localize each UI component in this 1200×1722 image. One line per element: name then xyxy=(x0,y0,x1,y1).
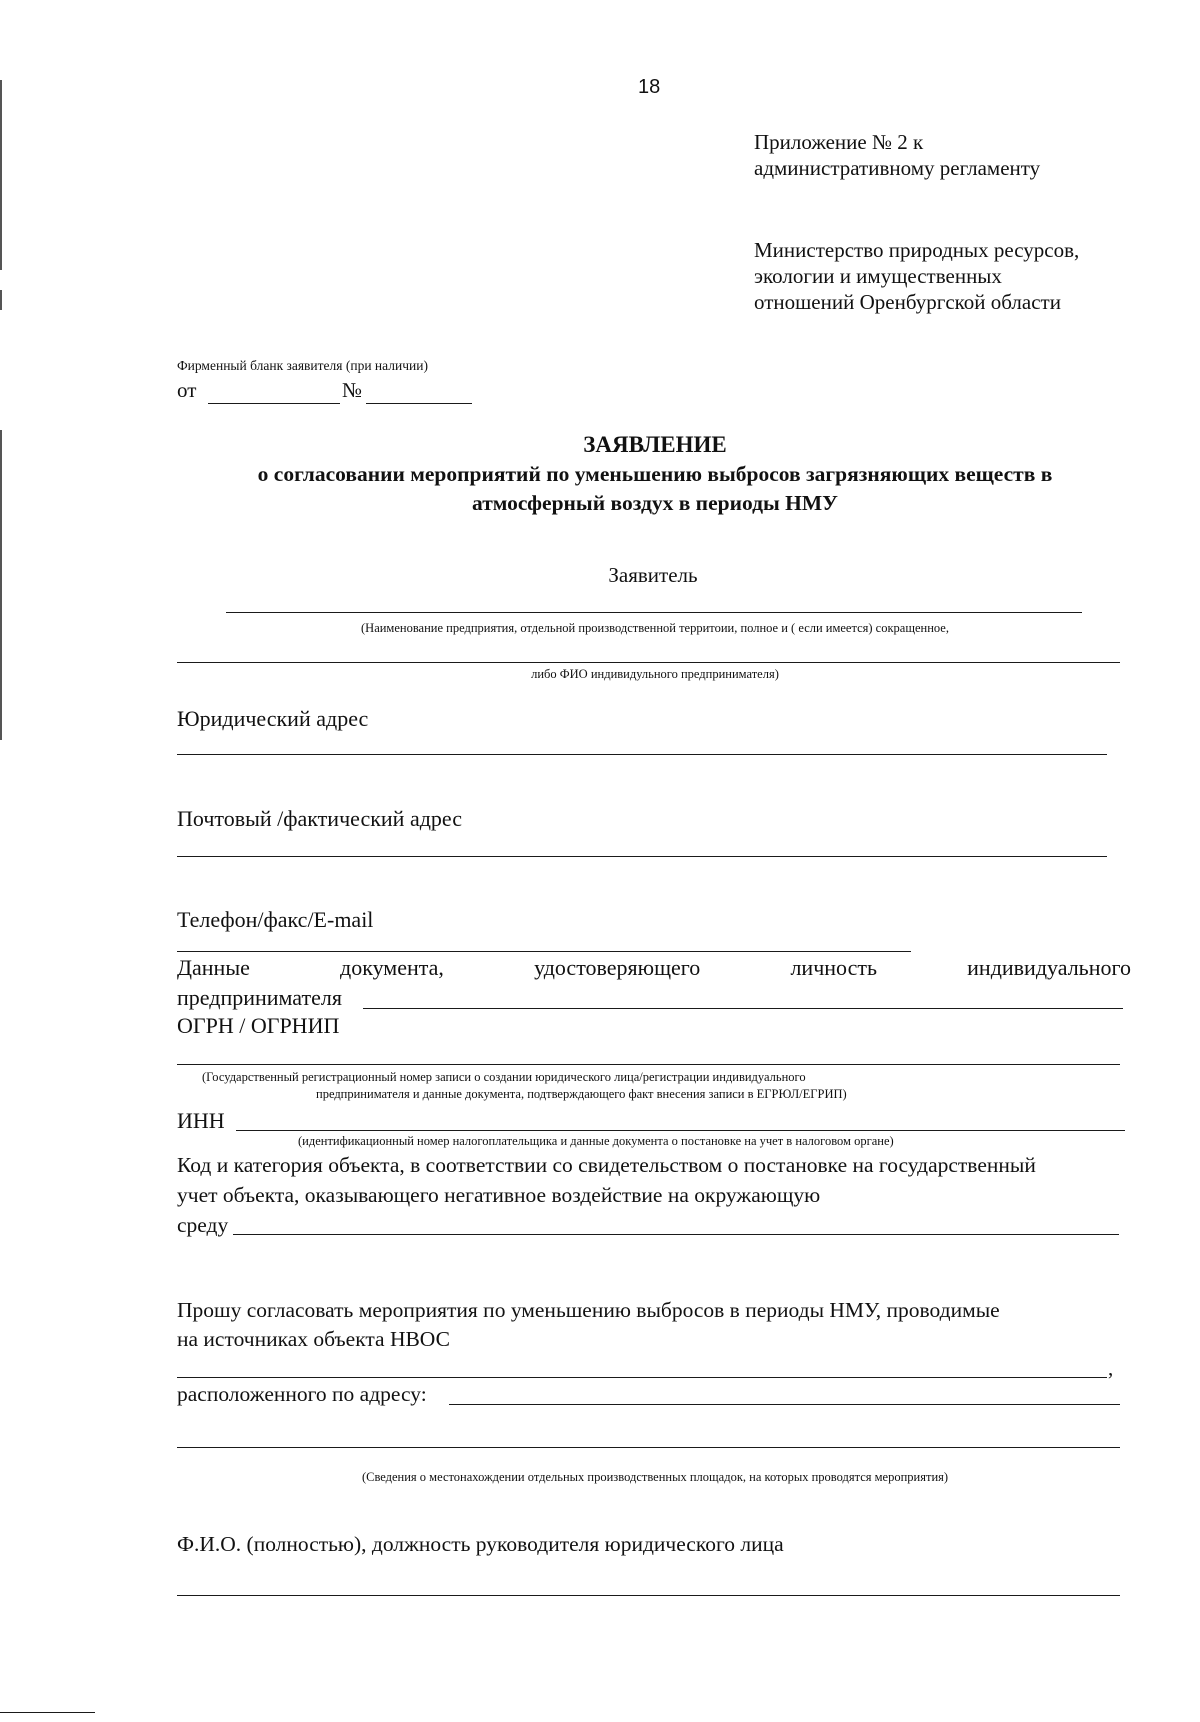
applicant-hint-1: (Наименование предприятия, отдельной производственной территоии, полное и ( если имеется) сокращенное, xyxy=(361,621,949,635)
letterhead-caption: Фирменный бланк заявителя (при наличии) xyxy=(177,358,428,373)
ogrn-line xyxy=(177,1064,1120,1065)
legal-address-label: Юридический адрес xyxy=(177,706,369,731)
ogrn-hint-2: предпринимателя и данные документа, подтверждающего факт внесения записи в ЕГРЮЛ/ЕГРИП) xyxy=(316,1087,847,1101)
inn-line xyxy=(236,1130,1125,1131)
document-title: ЗАЯВЛЕНИЕ xyxy=(583,432,727,457)
request-object-line xyxy=(177,1377,1107,1378)
appendix-line-2: административному регламенту xyxy=(754,156,1041,180)
phone-label: Телефон/факс/E-mail xyxy=(177,907,374,932)
appendix-line-1: Приложение № 2 к xyxy=(754,130,924,154)
head-name-line xyxy=(177,1595,1120,1596)
request-comma: , xyxy=(1108,1356,1114,1380)
entrepreneur-line xyxy=(363,1008,1123,1009)
document-data-word: личность xyxy=(790,955,877,980)
number-label: № xyxy=(342,378,363,402)
document-data-row xyxy=(177,955,1131,981)
document-data-word: документа, xyxy=(340,955,444,980)
applicant-hint-2: либо ФИО индивидульного предпринимателя) xyxy=(531,667,779,681)
request-line-1: Прошу согласовать мероприятия по уменьшению выбросов в периоды НМУ, проводимые xyxy=(177,1298,1000,1322)
scan-edge-mark xyxy=(0,80,2,270)
scan-edge-mark xyxy=(0,290,2,310)
inn-label: ИНН xyxy=(177,1108,225,1133)
applicant-name-line xyxy=(226,612,1082,613)
addressee-line-3: отношений Оренбургской области xyxy=(754,290,1061,314)
legal-address-line xyxy=(177,754,1107,755)
phone-line xyxy=(177,951,911,952)
located-address-line xyxy=(449,1404,1120,1405)
object-code-line-1: Код и категория объекта, в соответствии со свидетельством о постановке на государственный xyxy=(177,1153,1036,1177)
postal-address-label: Почтовый /фактический адрес xyxy=(177,806,462,831)
number-blank-line xyxy=(366,403,472,404)
document-subtitle-line-1: о согласовании мероприятий по уменьшению выбросов загрязняющих веществ в xyxy=(257,462,1053,486)
head-label: Ф.И.О. (полностью), должность руководителя юридического лица xyxy=(177,1532,784,1556)
object-code-line-3: среду xyxy=(177,1213,229,1237)
entrepreneur-label: предпринимателя xyxy=(177,985,342,1010)
object-code-line-2: учет объекта, оказывающего негативное воздействие на окружающую xyxy=(177,1183,821,1207)
object-code-line xyxy=(233,1234,1119,1235)
ogrn-label: ОГРН / ОГРНИП xyxy=(177,1013,340,1038)
document-data-word: удостоверяющего xyxy=(534,955,701,980)
ogrn-hint-1: (Государственный регистрационный номер записи о создании юридического лица/регистрации индивидуального xyxy=(202,1070,806,1084)
request-line-2: на источниках объекта НВОС xyxy=(177,1327,450,1351)
addressee-line-2: экологии и имущественных xyxy=(754,264,1002,288)
applicant-name-line-2 xyxy=(177,662,1120,663)
inn-hint: (идентификационный номер налогоплательщика и данные документа о постановке на учет в налоговом органе) xyxy=(298,1134,894,1148)
applicant-label: Заявитель xyxy=(608,563,698,587)
addressee-line-1: Министерство природных ресурсов, xyxy=(754,238,1080,262)
date-blank-line xyxy=(208,403,340,404)
sites-hint: (Сведения о местонахождении отдельных производственных площадок, на которых проводятся мероприятия) xyxy=(361,1470,949,1484)
located-label: расположенного по адресу: xyxy=(177,1382,427,1406)
document-subtitle-line-2: атмосферный воздух в периоды НМУ xyxy=(472,491,838,515)
from-label: от xyxy=(177,378,197,402)
document-data-word: Данные xyxy=(177,955,250,980)
located-address-line-2 xyxy=(177,1447,1120,1448)
page-number: 18 xyxy=(638,76,661,98)
scan-edge-mark xyxy=(0,1712,95,1713)
postal-address-line xyxy=(177,856,1107,857)
document-data-word: индивидуального xyxy=(967,955,1131,980)
